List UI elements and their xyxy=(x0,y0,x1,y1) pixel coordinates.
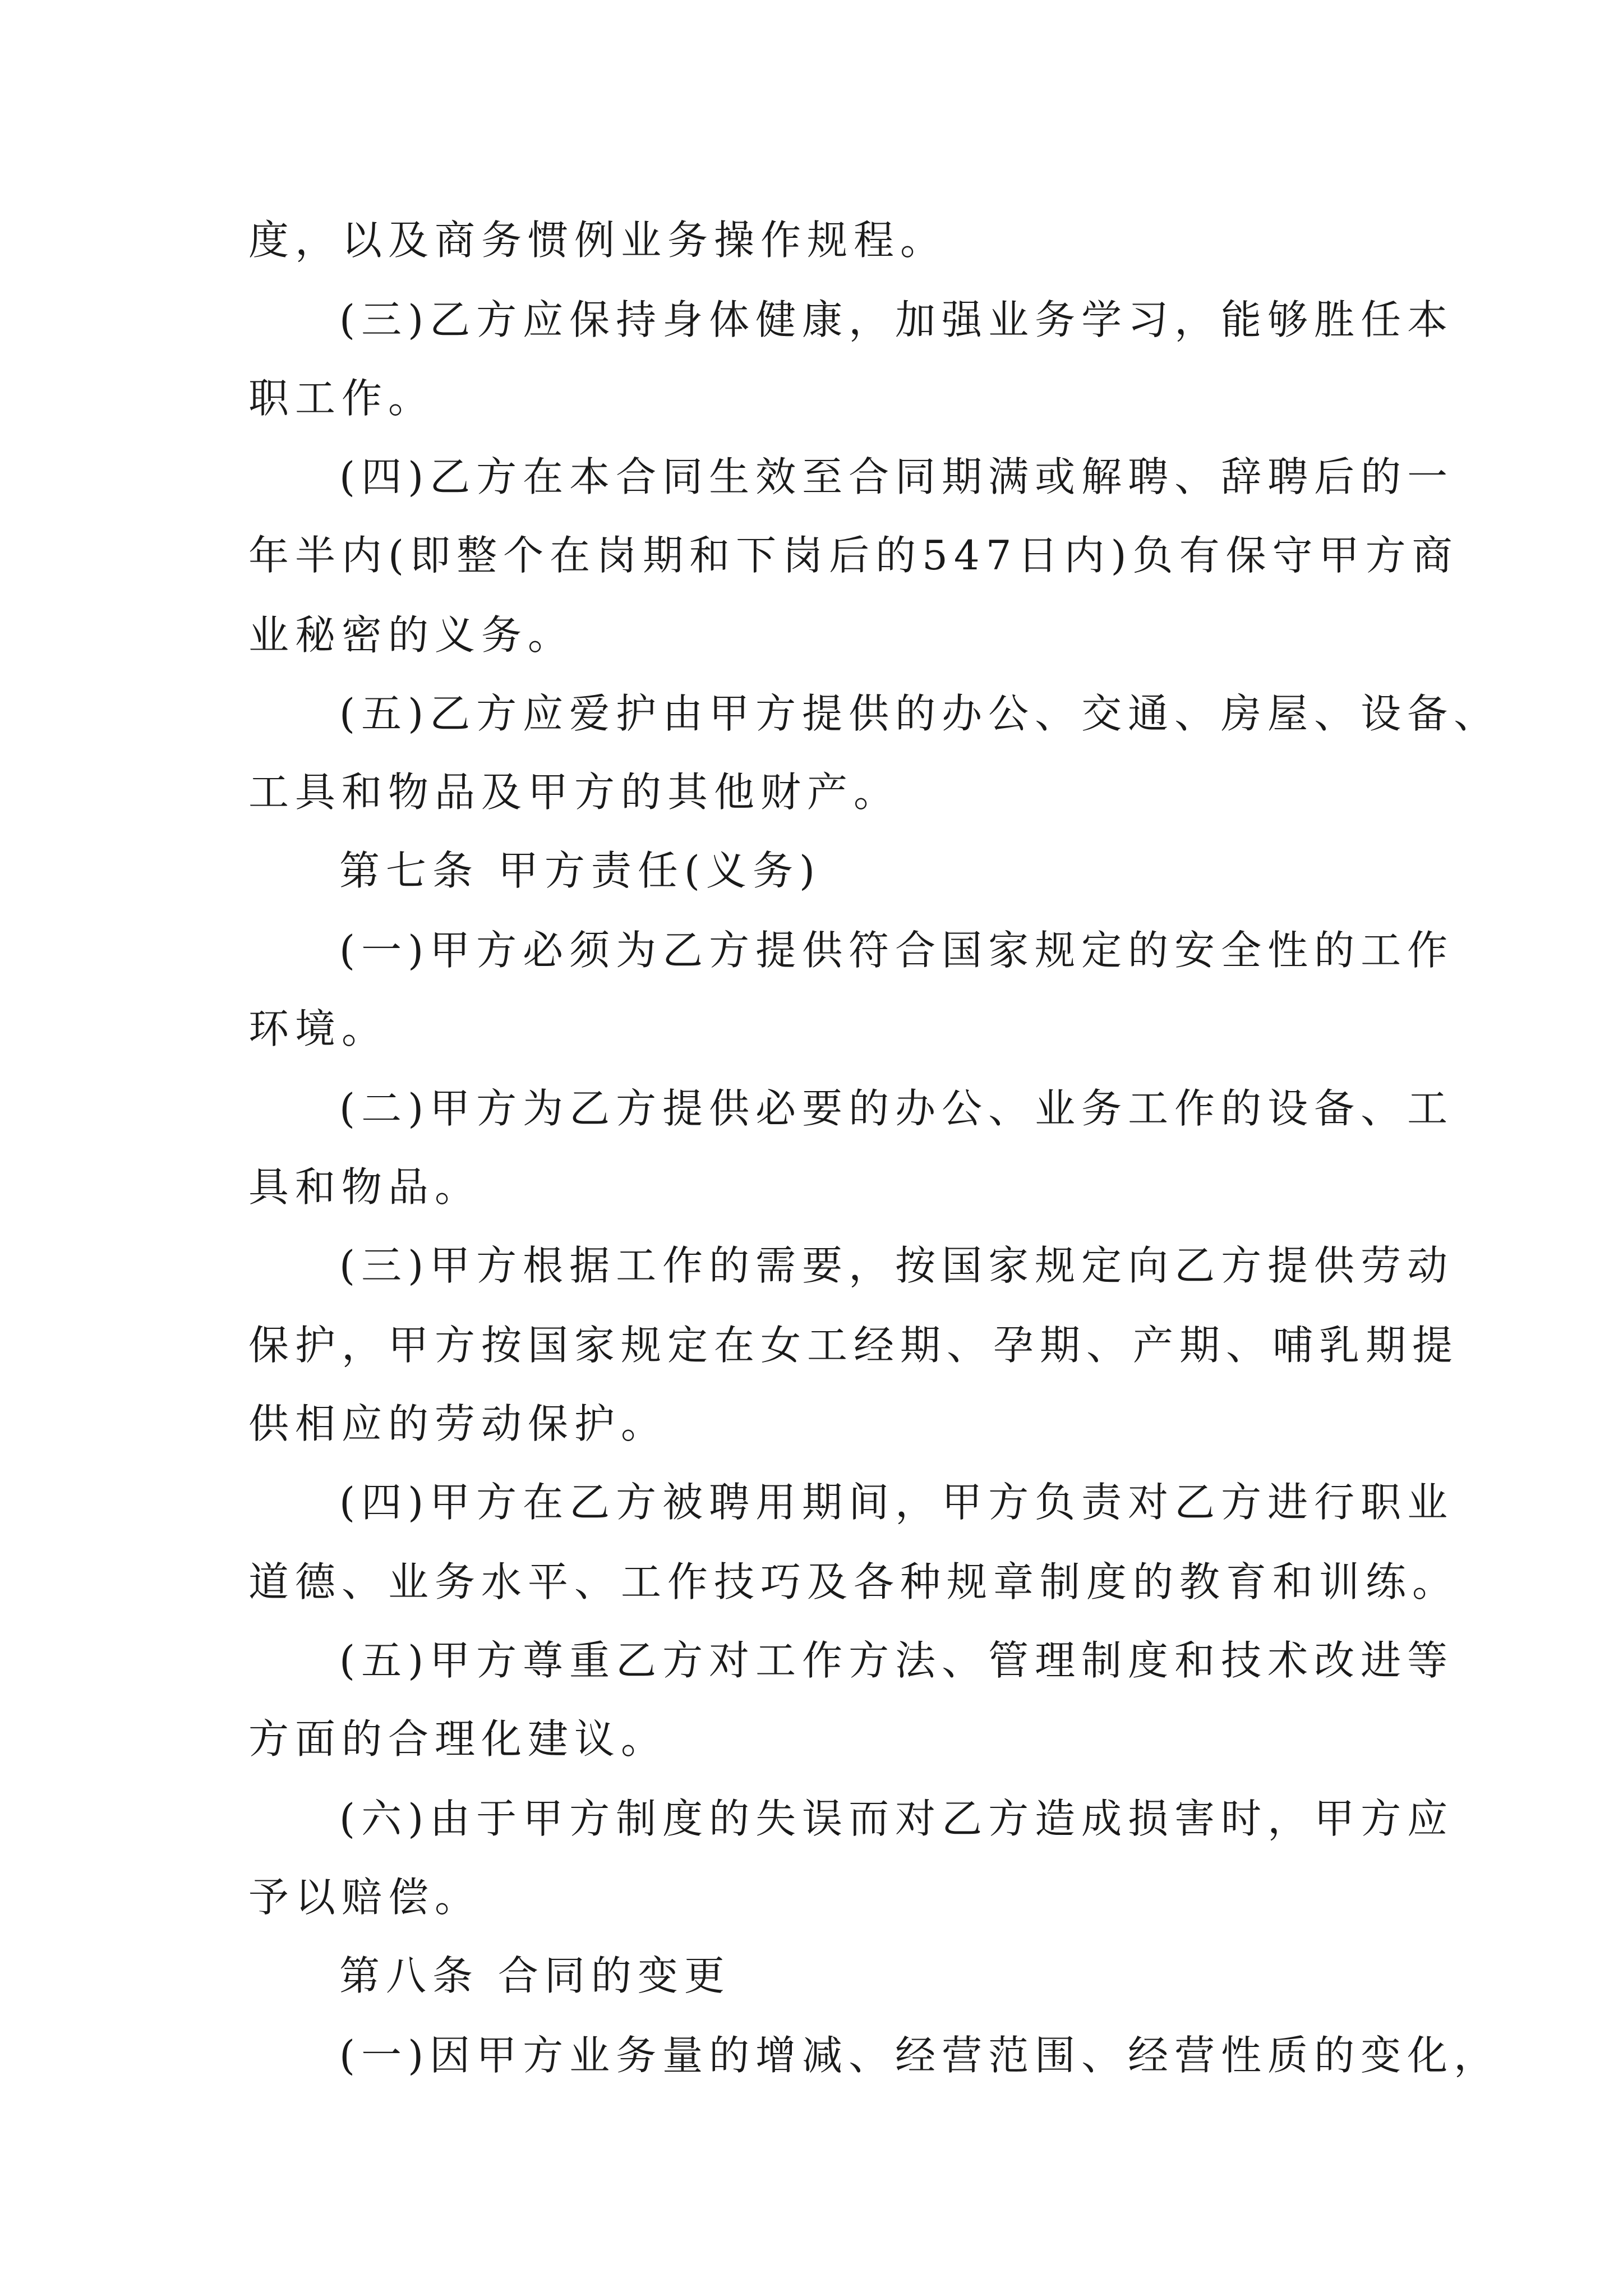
text-line: (五)甲方尊重乙方对工作方法、管理制度和技术改进等 xyxy=(339,1637,1454,1684)
section-heading: 第七条 甲方责任(义务) xyxy=(339,847,822,894)
text-line: 度，以及商务惯例业务操作规程。 xyxy=(248,217,947,264)
text-line: 道德、业务水平、工作技巧及各种规章制度的教育和训练。 xyxy=(248,1558,1459,1605)
section-heading: 第八条 合同的变更 xyxy=(339,1952,731,1999)
text-line: 年半内(即整个在岗期和下岗后的547日内)负有保守甲方商 xyxy=(248,532,1459,579)
text-line: 职工作。 xyxy=(248,375,435,422)
text-line: (三)甲方根据工作的需要，按国家规定向乙方提供劳动 xyxy=(339,1242,1454,1289)
text-line: (三)乙方应保持身体健康，加强业务学习，能够胜任本 xyxy=(339,296,1454,343)
text-line: (二)甲方为乙方提供必要的办公、业务工作的设备、工 xyxy=(339,1085,1454,1132)
text-line: (一)甲方必须为乙方提供符合国家规定的安全性的工作 xyxy=(339,927,1454,974)
text-line: (五)乙方应爱护由甲方提供的办公、交通、房屋、设备、 xyxy=(339,690,1501,737)
text-line: (一)因甲方业务量的增减、经营范围、经营性质的变化， xyxy=(339,2032,1501,2079)
text-line: 予以赔偿。 xyxy=(248,1874,482,1921)
text-line: 工具和物品及甲方的其他财产。 xyxy=(248,769,901,816)
text-line: (四)乙方在本合同生效至合同期满或解聘、辞聘后的一 xyxy=(339,453,1454,500)
text-line: 具和物品。 xyxy=(248,1163,482,1211)
text-line: 环境。 xyxy=(248,1005,389,1052)
text-line: 业秘密的义务。 xyxy=(248,611,575,659)
text-line: 供相应的劳动保护。 xyxy=(248,1400,668,1447)
text-line: 方面的合理化建议。 xyxy=(248,1715,668,1763)
text-line: 保护，甲方按国家规定在女工经期、孕期、产期、哺乳期提 xyxy=(248,1322,1459,1369)
text-line: (六)由于甲方制度的失误而对乙方造成损害时，甲方应 xyxy=(339,1795,1454,1842)
text-line: (四)甲方在乙方被聘用期间，甲方负责对乙方进行职业 xyxy=(339,1479,1454,1526)
